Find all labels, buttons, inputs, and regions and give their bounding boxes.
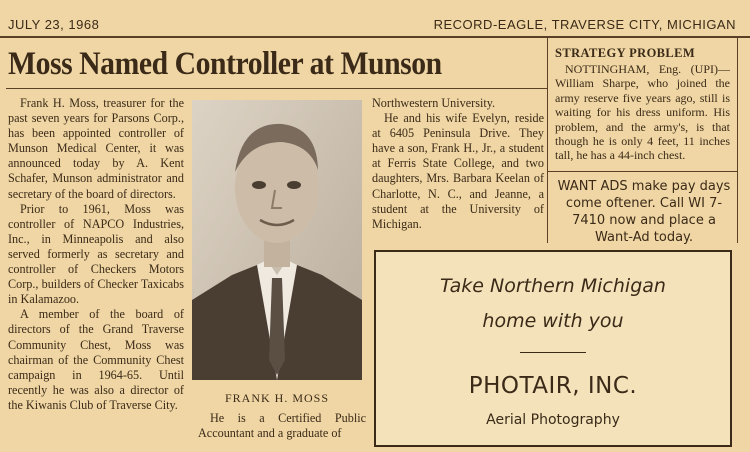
ad-divider — [520, 352, 586, 353]
photair-advertisement — [374, 250, 732, 447]
article-paragraph: Northwestern University. — [372, 96, 496, 110]
article-paragraph: He is a Certified Public Accountant and a graduate of — [198, 411, 366, 441]
masthead-rule — [0, 36, 750, 38]
masthead-paper-name: RECORD-EAGLE, TRAVERSE CITY, MICHIGAN — [433, 17, 736, 32]
column-divider-right — [737, 38, 738, 243]
sidebar-divider — [548, 171, 737, 172]
article-headline: Moss Named Controller at Munson — [8, 46, 442, 82]
masthead-date: JULY 23, 1968 — [8, 17, 100, 32]
ad-tagline-line2: home with you — [482, 310, 624, 332]
sidebar-story — [555, 62, 730, 163]
article-paragraph: A member of the board of directors of the Grand Traverse Community Chest, Moss was chairman of the Community Chest campaign in 1964-65. Until recently he was also a director of the Kiwanis Club of Traverse City. — [8, 307, 184, 412]
sidebar-heading: STRATEGY PROBLEM — [555, 46, 696, 60]
article-column-3 — [372, 96, 544, 232]
article-paragraph: Frank H. Moss, treasurer for the past seven years for Parsons Corp., has been appointed controller of Munson Medical Center, it was announced today by A. Kent Schafer, Munson administrator and secretary of the board of directors. — [8, 96, 184, 201]
photo-caption: FRANK H. MOSS — [224, 391, 330, 405]
sidebar-paragraph: NOTTINGHAM, Eng. (UPI)— William Sharpe, who joined the army reserve five years ago, still is waiting for his dress uniform. His problem, and the army's, is that though he is only 4 feet, 11 inches tall, he has a 44-inch chest. — [555, 62, 730, 163]
article-column-2-text — [198, 411, 366, 441]
headline-underline — [6, 88, 547, 89]
ad-service-line: Aerial Photography — [486, 412, 620, 428]
ad-company-name: PHOTAIR, INC. — [468, 373, 638, 399]
ad-tagline-line1: Take Northern Michigan — [440, 275, 666, 297]
want-ad-filler: WANT ADS make pay days come oftener. Call WI 7-7410 now and place a Want-Ad today. — [557, 179, 731, 245]
column-divider-left — [547, 38, 548, 243]
article-column-1 — [8, 96, 184, 413]
article-paragraph: Prior to 1961, Moss was controller of NAPCO Industries, Inc., in Minneapolis and also served formerly as secretary and controller of Checkers Motors Corp., builders of Checker Taxicabs in Kalamazoo. — [8, 201, 184, 307]
portrait-photo — [192, 100, 362, 380]
article-paragraph: He and his wife Evelyn, reside at 6405 Peninsula Drive. They have a son, Frank H., Jr., a student at Ferris State College, and two daughters, Mrs. Barbara Keelan of Charlotte, N. C., and Jeanne, a student at the University of Michigan. — [372, 111, 544, 231]
